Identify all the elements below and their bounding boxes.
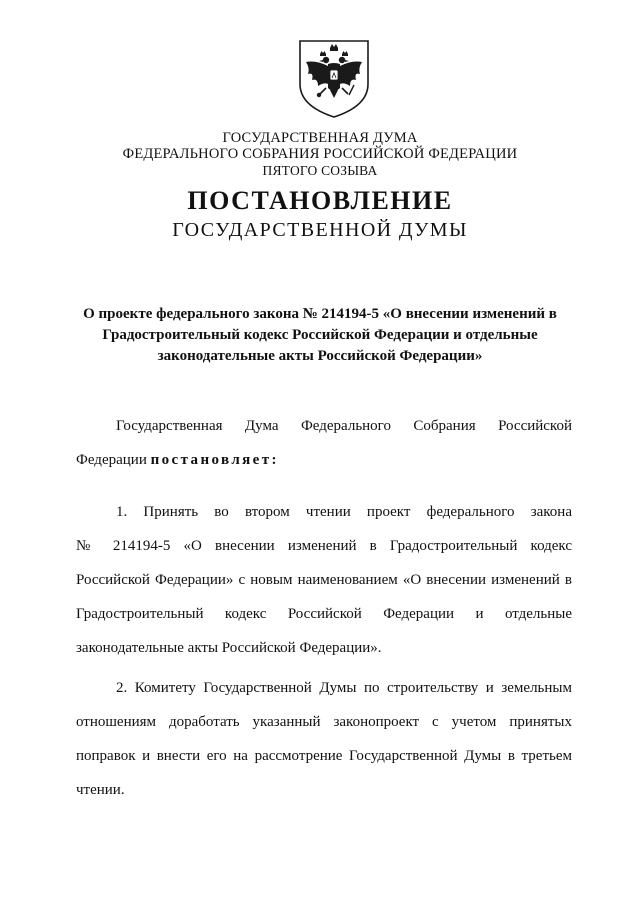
subject-line: О проекте федерального закона № 214194-5 «О внесении изменений в bbox=[83, 306, 557, 322]
item1-line: законодательные акты Российской Федерации». bbox=[76, 640, 382, 656]
document-subtitle: ГОСУДАРСТВЕННОЙ ДУМЫ bbox=[172, 219, 468, 241]
subject-line: Градостроительный кодекс Российской Федерации и отдельные bbox=[102, 327, 538, 343]
preamble-line: Государственная Дума Федерального Собрания Российской bbox=[116, 418, 572, 434]
item2-line: поправок и внести его на рассмотрение Государственной Думы в третьем bbox=[76, 748, 572, 764]
parliament-name: ГОСУДАРСТВЕННАЯ ДУМА bbox=[222, 130, 418, 146]
preamble-text: Федерации bbox=[76, 452, 151, 468]
item1-line: Российской Федерации» с новым наименованием «О внесении изменений в bbox=[76, 572, 572, 588]
subject-line: законодательные акты Российской Федерации» bbox=[157, 348, 483, 364]
preamble-line bbox=[76, 450, 572, 470]
document-subject bbox=[60, 304, 580, 367]
resolves-word: постановляет: bbox=[150, 452, 279, 468]
item2-line: чтении. bbox=[76, 782, 125, 798]
item2-line: 2. Комитету Государственной Думы по строительству и земельным bbox=[116, 680, 572, 696]
item2-line: отношениям доработать указанный законопроект с учетом принятых bbox=[76, 714, 572, 730]
item1-line: № 214194-5 «О внесении изменений в Градостроительный кодекс bbox=[76, 538, 572, 554]
item1-line: Градостроительный кодекс Российской Федерации и отдельные bbox=[76, 606, 572, 622]
federal-assembly-name: ФЕДЕРАЛЬНОГО СОБРАНИЯ РОССИЙСКОЙ ФЕДЕРАЦИИ bbox=[122, 146, 518, 162]
document-title: ПОСТАНОВЛЕНИЕ bbox=[187, 186, 453, 215]
item1-line: 1. Принять во втором чтении проект федерального закона bbox=[116, 504, 572, 520]
russian-coat-of-arms-icon bbox=[296, 38, 372, 120]
convocation: ПЯТОГО СОЗЫВА bbox=[262, 163, 378, 178]
